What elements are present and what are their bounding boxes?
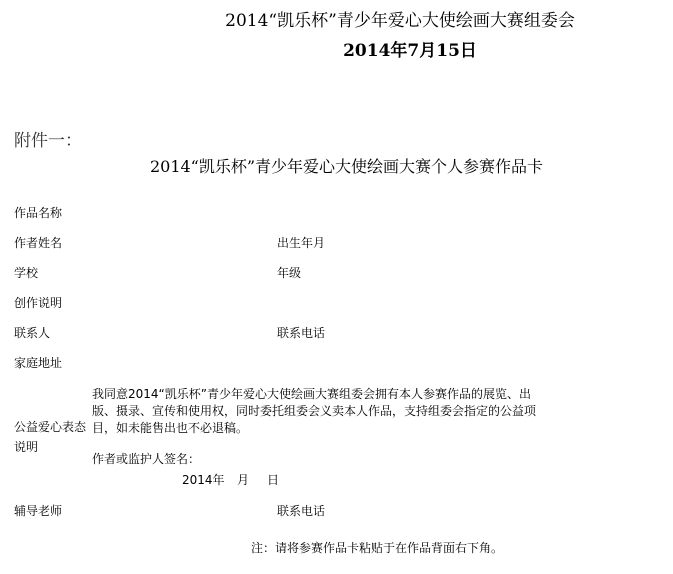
field-charity-label-cont: 说明 bbox=[14, 440, 39, 454]
field-contact-person: 联系人 bbox=[14, 326, 51, 340]
document-date: 2014年7月15日 bbox=[343, 41, 477, 61]
card-title: 2014“凯乐杯”青少年爱心大使绘画大赛个人参赛作品卡 bbox=[149, 157, 544, 176]
consent-line: 版、摄录、宣传和使用权，同时委托组委会义卖本人作品，支持组委会指定的公益项 bbox=[92, 404, 537, 418]
field-author-name: 作者姓名 bbox=[14, 236, 63, 250]
signature-label: 作者或监护人签名： bbox=[92, 452, 201, 466]
field-work-name: 作品名称 bbox=[14, 206, 63, 220]
field-grade: 年级 bbox=[277, 266, 302, 280]
field-home-address: 家庭地址 bbox=[14, 356, 63, 370]
consent-statement bbox=[92, 386, 552, 437]
organizer-title: 2014“凯乐杯”青少年爱心大使绘画大赛组委会 bbox=[225, 11, 575, 31]
field-school: 学校 bbox=[14, 266, 39, 280]
signature-date-month: 月 bbox=[237, 473, 250, 487]
consent-line: 我同意2014“凯乐杯”青少年爱心大使绘画大赛组委会拥有本人参赛作品的展览、出 bbox=[92, 387, 531, 401]
field-birth-date: 出生年月 bbox=[277, 236, 326, 250]
consent-line: 目，如未能售出也不必退稿。 bbox=[92, 421, 249, 435]
field-contact-phone: 联系电话 bbox=[277, 326, 326, 340]
field-advisor: 辅导老师 bbox=[14, 504, 63, 518]
field-advisor-phone: 联系电话 bbox=[277, 504, 326, 518]
footer-note: 注：请将参赛作品卡粘贴于在作品背面右下角。 bbox=[250, 541, 503, 555]
signature-date-day: 日 bbox=[267, 473, 280, 487]
attachment-label: 附件一： bbox=[14, 131, 82, 151]
field-description: 创作说明 bbox=[14, 296, 63, 310]
signature-date-year: 2014年 bbox=[182, 473, 225, 487]
field-charity-label: 公益爱心表态 bbox=[14, 420, 87, 434]
